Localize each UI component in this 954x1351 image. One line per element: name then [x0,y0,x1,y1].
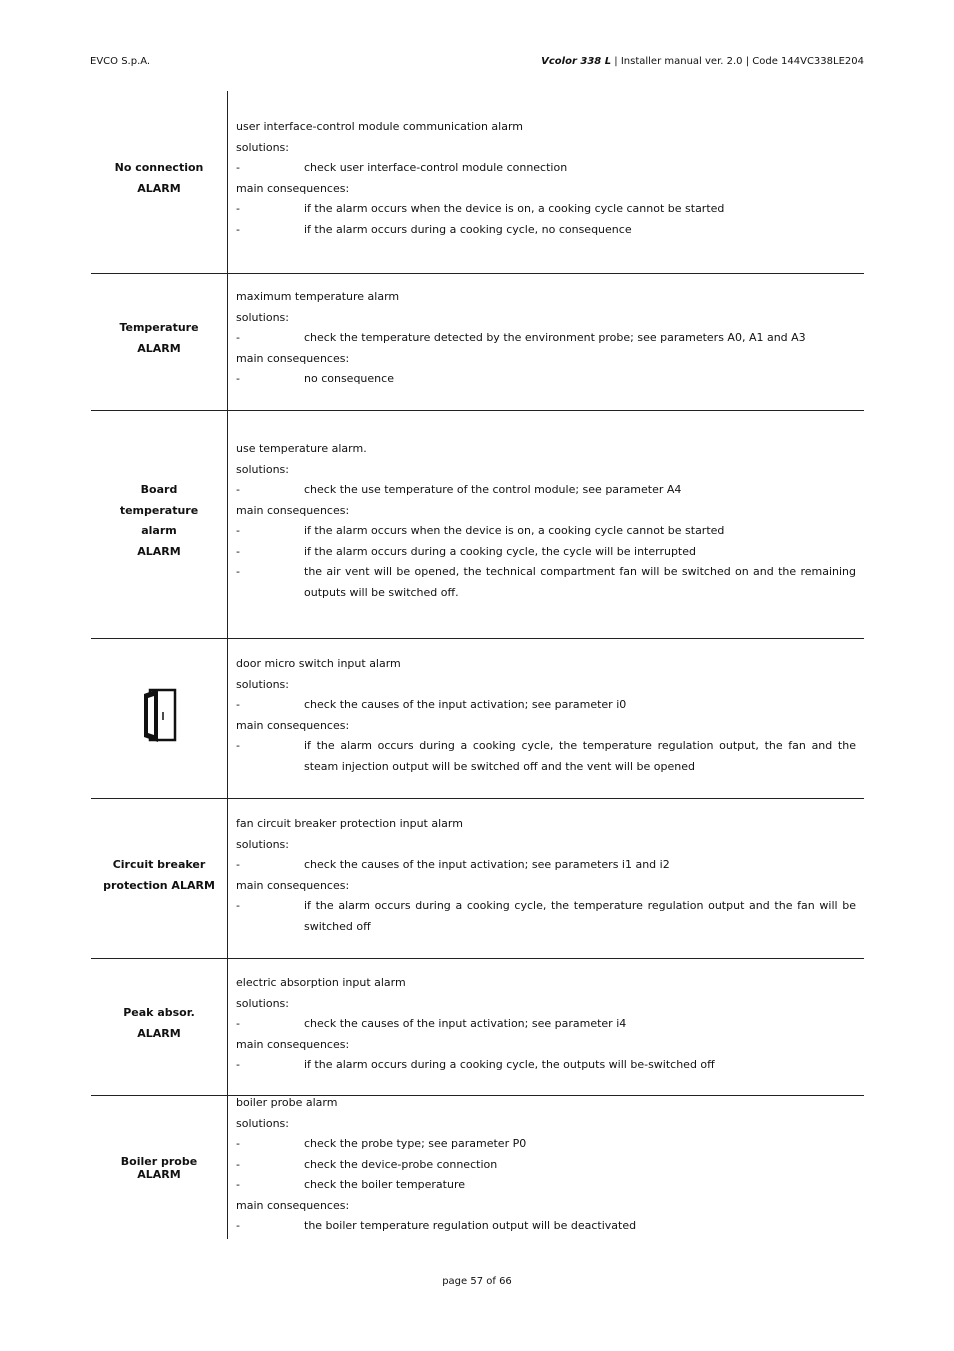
bullet-item [236,1014,856,1035]
label-line: temperature [119,503,199,517]
description-line: main consequences: [236,503,350,517]
description-line: main consequences: [236,181,350,195]
description-line: fan circuit breaker protection input alarm [236,817,463,830]
bullet-dash: - [236,202,240,215]
bullet-dash: - [236,331,240,344]
description-line: main consequences: [236,878,350,892]
bullet-text: the air vent will be opened, the technical compartment fan will be switched on and the remaining outputs will be switched off. [304,565,856,599]
bullet-text: check the causes of the input activation; see parameters i1 and i2 [304,858,670,871]
header-company: EVCO S.p.A. [90,56,151,67]
bullet-text: check the temperature detected by the environment probe; see parameters A0, A1 and A3 [304,331,806,344]
bullet-dash: - [236,1058,240,1071]
bullet-item [236,328,856,349]
header-manual: | Installer manual ver. 2.0 | Code 144VC338LE204 [611,56,864,67]
bullet-text: check user interface-control module connection [304,161,568,174]
description-line: user interface-control module communication alarm [236,120,524,133]
bullet-dash: - [236,544,240,558]
table-column-divider [227,91,228,1239]
row-divider [91,958,864,959]
bullet-item [236,855,856,876]
bullet-item [236,896,856,937]
bullet-text: check the device-probe connection [304,1157,498,1171]
alarm-description-circuit-breaker [236,814,856,937]
bullet-text: if the alarm occurs during a cooking cycle, the cycle will be interrupted [304,544,696,558]
bullet-item [236,480,856,501]
bullet-text: check the causes of the input activation; see parameter i4 [304,1017,627,1030]
bullet-text: check the probe type; see parameter P0 [304,1137,527,1150]
description-line: use temperature alarm. [236,442,367,455]
description-line: solutions: [236,140,289,154]
bullet-dash: - [236,161,240,174]
bullet-item [236,1134,856,1155]
label-line: No connection [114,161,204,174]
label-line: ALARM [137,181,181,195]
label-line: ALARM [137,1026,181,1040]
bullet-item [236,220,856,241]
bullet-dash: - [236,1178,240,1191]
bullet-dash: - [236,858,240,871]
description-line: main consequences: [236,718,350,732]
bullet-dash: - [236,222,240,236]
description-line: solutions: [236,996,289,1010]
bullet-dash: - [236,1017,240,1030]
alarm-description-board-temperature [236,439,856,603]
description-line: boiler probe alarm [236,1096,338,1109]
bullet-dash: - [236,565,240,578]
description-line: main consequences: [236,1037,350,1051]
bullet-item [236,158,856,179]
alarm-label-boiler-probe [91,1155,227,1181]
bullet-item [236,521,856,542]
alarm-label-peak-absorption [91,1003,227,1044]
bullet-text: check the use temperature of the control module; see parameter A4 [304,483,682,496]
label-line: ALARM [137,341,181,355]
alarm-label-circuit-breaker [91,855,227,896]
label-line: Board [140,483,178,496]
bullet-item [236,199,856,220]
bullet-dash: - [236,1219,240,1232]
row-divider [91,638,864,639]
alarm-description-temperature [236,287,856,390]
label-line: ALARM [137,544,181,558]
door-open-icon [142,687,178,743]
bullet-dash: - [236,524,240,537]
bullet-dash: - [236,698,240,711]
bullet-dash: - [236,899,240,912]
bullet-item [236,562,856,603]
description-line: electric absorption input alarm [236,976,406,989]
label-line: Peak absor. [123,1006,195,1019]
bullet-item [236,1155,856,1176]
label-line: Circuit breaker [112,858,206,871]
label-line: Boiler probe [120,1155,198,1168]
description-line: solutions: [236,310,289,324]
description-line: main consequences: [236,1198,350,1212]
label-line: protection ALARM [103,878,215,892]
description-line: solutions: [236,837,289,851]
bullet-text: if the alarm occurs when the device is on, a cooking cycle cannot be started [304,202,725,215]
bullet-item [236,695,856,716]
description-line: solutions: [236,1116,289,1130]
alarm-description-boiler-probe [236,1093,856,1237]
bullet-item [236,1055,856,1076]
label-line: alarm [141,524,177,537]
bullet-text: check the boiler temperature [304,1178,466,1191]
label-line: ALARM [137,1168,181,1181]
bullet-dash: - [236,1157,240,1171]
bullet-item [236,1175,856,1196]
bullet-text: if the alarm occurs during a cooking cycle, the temperature regulation output and the fan will be switched off [304,899,856,933]
bullet-dash: - [236,739,240,752]
bullet-item [236,736,856,777]
bullet-text: no consequence [304,372,394,385]
bullet-dash: - [236,372,240,385]
row-divider [91,798,864,799]
description-line: door micro switch input alarm [236,657,401,670]
alarm-description-no-connection [236,117,856,240]
alarm-label-temperature [91,318,227,359]
bullet-item [236,1216,856,1237]
bullet-text: if the alarm occurs when the device is on, a cooking cycle cannot be started [304,524,725,537]
label-line: Temperature [119,321,199,334]
bullet-dash: - [236,483,240,496]
description-line: maximum temperature alarm [236,290,400,303]
bullet-item [236,369,856,390]
row-divider [91,410,864,411]
description-line: main consequences: [236,351,350,365]
alarm-label-board-temperature [91,480,227,562]
bullet-text: if the alarm occurs during a cooking cycle, the temperature regulation output, the fan and the steam injection output will be switched off and the vent will be opened [304,739,856,773]
header-product: Vcolor 338 L [541,56,612,67]
alarm-label-no-connection [91,158,227,199]
bullet-text: if the alarm occurs during a cooking cycle, the outputs will be-switched off [304,1058,715,1071]
bullet-text: check the causes of the input activation; see parameter i0 [304,698,627,711]
header-document-info [541,56,864,67]
description-line: solutions: [236,677,289,691]
bullet-text: if the alarm occurs during a cooking cycle, no consequence [304,222,632,236]
bullet-dash: - [236,1137,240,1150]
bullet-item [236,542,856,563]
page-number: page 57 of 66 [442,1276,512,1287]
row-divider [91,273,864,274]
description-line: solutions: [236,462,289,476]
bullet-text: the boiler temperature regulation output will be deactivated [304,1219,637,1232]
alarm-description-door [236,654,856,777]
alarm-description-peak-absorption [236,973,856,1076]
